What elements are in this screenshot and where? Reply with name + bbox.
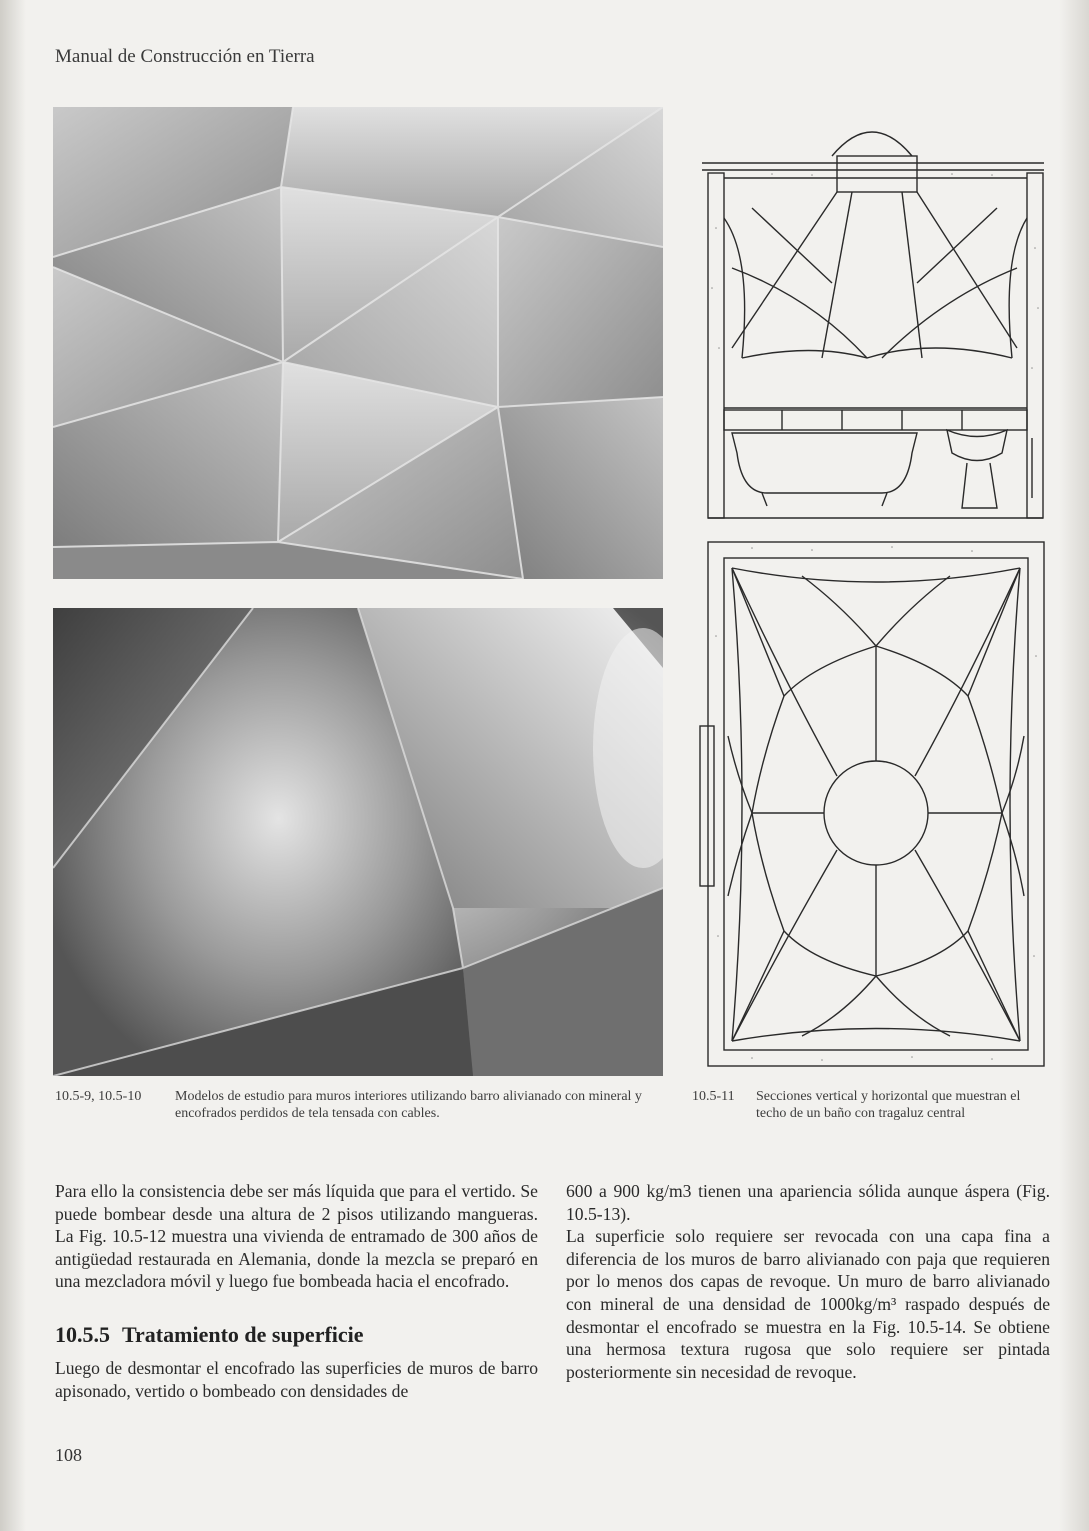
figure-drawing-horizontal-section xyxy=(692,536,1054,1076)
figure-photo-ceiling-model xyxy=(53,107,663,579)
paragraph: Para ello la consistencia debe ser más líquida que para el vertido. Se puede bombear desde una altura de 2 pisos utilizando mangueras. La Fig. 10.5-12 muestra una vivienda de entramado de 300 años de antigüedad restaurada en Alemania, donde la mezcla se preparó en una mezcladora móvil y luego fue bombeada hacia el encofrado. xyxy=(55,1181,538,1292)
edge-shadow xyxy=(1059,0,1089,1531)
caption-label-left: 10.5-9, 10.5-10 xyxy=(55,1089,142,1104)
paragraph: La superficie solo requiere ser revocada con una capa fina a diferencia de los muros de barro alivianado con paja que requieren por lo menos dos capas de revoque. Un muro de barro alivianado con mineral de una densidad de 1000kg/m³ raspado después de desmontar el encofrado se muestra en la Fig. 10.5-14. Se obtiene una hermosa textura rugosa que solo requiere ser pintada posteriormente sin necesidad de revoque. xyxy=(566,1226,1050,1382)
caption-text-right: Secciones vertical y horizontal que muestran el techo de un baño con tragaluz central xyxy=(756,1089,1021,1121)
section-number: 10.5.5 xyxy=(55,1322,110,1347)
vertical-section-drawing xyxy=(692,108,1054,526)
ceiling-model-image xyxy=(53,107,663,579)
binding-shadow xyxy=(0,0,26,1531)
running-head: Manual de Construcción en Tierra xyxy=(55,46,315,67)
figure-drawing-vertical-section xyxy=(692,108,1054,526)
caption-label-right: 10.5-11 xyxy=(692,1089,735,1104)
section-heading xyxy=(55,1322,364,1348)
body-column-right xyxy=(566,1180,1050,1383)
paragraph: 600 a 900 kg/m3 tienen una apariencia sólida aunque áspera (Fig. 10.5-13). xyxy=(566,1181,1050,1224)
figure-photo-wall-model xyxy=(53,608,663,1076)
body-column-left-top xyxy=(55,1180,538,1293)
paragraph: Luego de desmontar el encofrado las superficies de muros de barro apisonado, vertido o bombeado con densidades de xyxy=(55,1358,538,1401)
page-number: 108 xyxy=(55,1445,82,1465)
horizontal-section-drawing xyxy=(692,536,1054,1076)
body-column-left-bottom xyxy=(55,1357,538,1402)
section-title: Tratamiento de superficie xyxy=(122,1322,364,1347)
caption-text-left: Modelos de estudio para muros interiores utilizando barro alivianado con mineral y encofrados perdidos de tela tensada con cables. xyxy=(175,1089,642,1121)
wall-model-image xyxy=(53,608,663,1076)
